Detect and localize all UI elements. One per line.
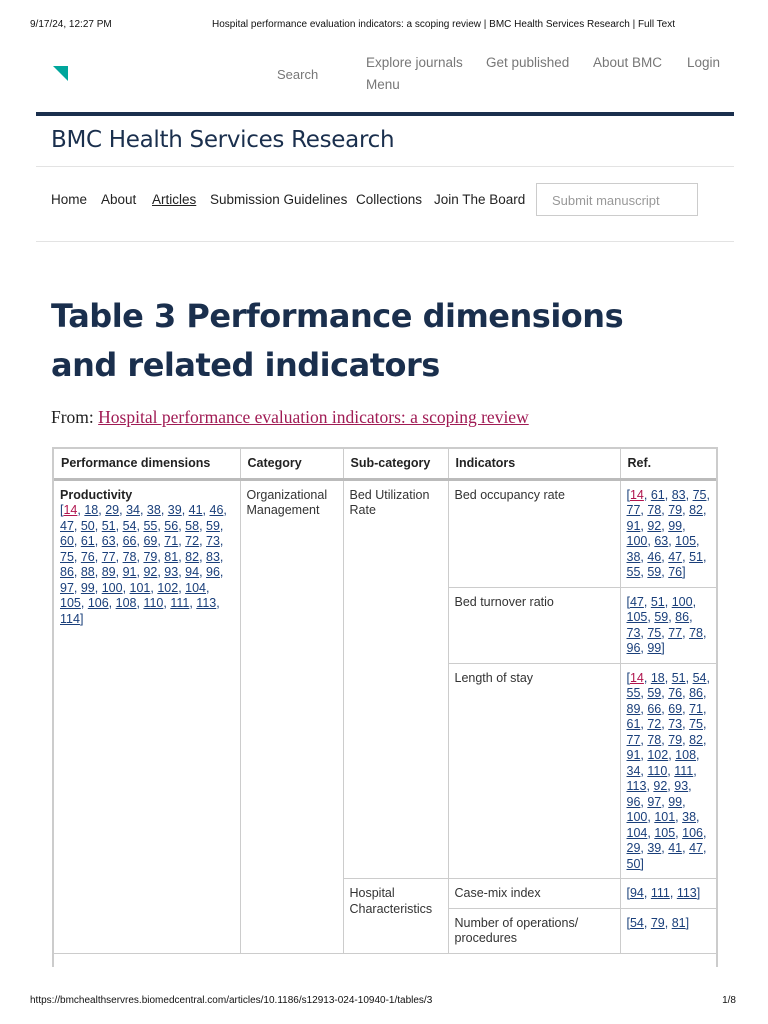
reference-link[interactable]: 88 xyxy=(80,565,95,579)
reference-link[interactable]: 73 xyxy=(206,534,220,548)
reference-link[interactable]: 97 xyxy=(647,794,662,809)
reference-link[interactable]: 106 xyxy=(682,825,703,840)
ref-cell xyxy=(620,479,716,587)
header-rule xyxy=(36,112,734,116)
reference-link[interactable]: 110 xyxy=(143,596,164,610)
reference-link[interactable]: 18 xyxy=(84,503,99,517)
print-title: Hospital performance evaluation indicators: a scoping review | BMC Health Services Research | Full Text xyxy=(212,19,675,30)
divider xyxy=(36,241,734,242)
reference-link[interactable]: 100 xyxy=(671,594,693,609)
reference-link[interactable]: 46 xyxy=(209,503,224,517)
reference-link[interactable]: 77 xyxy=(626,503,641,517)
reference-link[interactable]: 106 xyxy=(87,596,109,610)
reference-link[interactable]: 96 xyxy=(626,794,641,809)
reference-link[interactable]: 113 xyxy=(626,779,647,793)
reference-link[interactable]: 79 xyxy=(668,503,683,517)
reference-link[interactable]: 77 xyxy=(101,549,116,564)
reference-list: [14, 61, 83, 75, 77, 78, 79, 82, 91, 92, 99, 100, 63, 105, 38, 46, 47, 51, 55, 59, 76] xyxy=(626,487,710,579)
reference-link[interactable]: 91 xyxy=(626,518,641,533)
reference-link[interactable]: 100 xyxy=(101,580,123,595)
reference-link[interactable]: 29 xyxy=(626,841,641,855)
reference-link[interactable]: 105 xyxy=(626,610,648,624)
reference-link[interactable]: 54 xyxy=(692,670,707,685)
dimension-cell xyxy=(54,479,240,953)
reference-link[interactable]: 14 xyxy=(63,503,78,517)
reference-link[interactable]: 79 xyxy=(650,915,665,930)
reference-link[interactable]: 99 xyxy=(647,641,662,655)
ref-cell xyxy=(620,663,716,879)
reference-link[interactable]: 58 xyxy=(185,518,200,533)
reference-link[interactable]: 47 xyxy=(60,518,74,533)
reference-list: [94, 111, 113] xyxy=(626,886,701,900)
reference-link[interactable]: 39 xyxy=(167,503,182,517)
subcategory-cell: Bed Utilization Rate xyxy=(343,479,448,879)
reference-link[interactable]: 61 xyxy=(80,534,95,548)
category-cell: Organizational Management xyxy=(240,479,343,953)
reference-link[interactable]: 100 xyxy=(626,810,648,824)
reference-link[interactable]: 81 xyxy=(164,549,179,564)
reference-link[interactable]: 59 xyxy=(206,518,220,533)
reference-link[interactable]: 75 xyxy=(689,717,703,731)
reference-link[interactable]: 76 xyxy=(80,549,95,564)
indicator-cell: Length of stay xyxy=(448,663,620,879)
reference-link[interactable]: 47 xyxy=(689,841,703,855)
bmc-logo-icon[interactable] xyxy=(53,66,68,81)
reference-link[interactable]: 54 xyxy=(629,915,644,930)
reference-link[interactable]: 89 xyxy=(101,565,116,579)
reference-link[interactable]: 51 xyxy=(671,670,686,685)
get-published-link[interactable]: Get published xyxy=(486,55,570,70)
reference-link[interactable]: 51 xyxy=(689,549,703,564)
reference-link[interactable]: 59 xyxy=(647,686,662,700)
about-bmc-link[interactable]: About BMC xyxy=(593,55,663,70)
reference-link[interactable]: 55 xyxy=(626,686,641,700)
reference-link[interactable]: 76 xyxy=(668,565,683,579)
reference-link[interactable]: 60 xyxy=(60,534,74,548)
reference-link[interactable]: 66 xyxy=(122,534,137,548)
reference-link[interactable]: 110 xyxy=(647,763,668,778)
page-title: Table 3 Performance dimensions and related indicators xyxy=(51,297,624,384)
reference-link[interactable]: 111 xyxy=(170,596,190,610)
print-page-number: 1/8 xyxy=(722,995,736,1006)
reference-link[interactable]: 29 xyxy=(105,503,120,517)
explore-journals-link[interactable]: Explore journals xyxy=(366,55,463,70)
search-link[interactable]: Search xyxy=(277,67,319,82)
ref-cell xyxy=(620,908,716,953)
reference-link[interactable]: 75 xyxy=(647,625,662,640)
table-header-row xyxy=(54,449,716,479)
reference-link[interactable]: 92 xyxy=(653,779,668,793)
reference-link[interactable]: 91 xyxy=(122,565,137,579)
from-label: From: xyxy=(51,407,94,427)
reference-link[interactable]: 38 xyxy=(682,810,697,824)
reference-link[interactable]: 101 xyxy=(129,580,151,595)
reference-link[interactable]: 108 xyxy=(675,748,697,762)
reference-link[interactable]: 34 xyxy=(126,503,140,517)
nav-articles[interactable]: Articles xyxy=(152,192,197,207)
article-link[interactable]: Hospital performance evaluation indicators: a scoping review xyxy=(98,407,529,427)
reference-link[interactable]: 100 xyxy=(626,534,648,548)
column-header: Performance dimensions xyxy=(54,449,240,479)
reference-link[interactable]: 96 xyxy=(206,565,220,579)
journal-name[interactable]: BMC Health Services Research xyxy=(51,127,395,153)
reference-link[interactable]: 93 xyxy=(674,779,689,793)
reference-link[interactable]: 99 xyxy=(80,580,95,595)
reference-link[interactable]: 41 xyxy=(188,503,203,517)
reference-link[interactable]: 78 xyxy=(689,625,703,640)
reference-link[interactable]: 72 xyxy=(185,534,200,548)
reference-link[interactable]: 34 xyxy=(626,763,641,778)
reference-link[interactable]: 97 xyxy=(60,580,74,595)
reference-link[interactable]: 50 xyxy=(80,518,95,533)
reference-link[interactable]: 56 xyxy=(164,518,179,533)
reference-link[interactable]: 102 xyxy=(647,748,669,762)
reference-link[interactable]: 82 xyxy=(689,503,703,517)
nav-collections[interactable]: Collections xyxy=(356,192,423,207)
reference-link[interactable]: 105 xyxy=(675,534,697,548)
reference-link[interactable]: 71 xyxy=(689,701,703,716)
reference-link[interactable]: 46 xyxy=(647,549,662,564)
reference-link[interactable]: 69 xyxy=(668,701,683,716)
column-header: Category xyxy=(240,449,343,479)
reference-link[interactable]: 51 xyxy=(101,518,116,533)
indicator-cell: Bed occupancy rate xyxy=(448,479,620,587)
reference-link[interactable]: 72 xyxy=(647,717,662,731)
reference-link[interactable]: 78 xyxy=(647,503,662,517)
indicator-cell: Bed turnover ratio xyxy=(448,587,620,663)
dimension-name: Productivity xyxy=(60,487,133,502)
reference-link[interactable]: 73 xyxy=(668,717,683,731)
reference-link[interactable]: 76 xyxy=(668,686,683,700)
reference-link[interactable]: 78 xyxy=(122,549,137,564)
reference-link[interactable]: 83 xyxy=(206,549,220,564)
reference-link[interactable]: 82 xyxy=(689,732,703,747)
ref-cell xyxy=(620,587,716,663)
reference-link[interactable]: 18 xyxy=(650,670,665,685)
reference-link[interactable]: 61 xyxy=(626,717,641,731)
reference-list: [14, 18, 51, 54, 55, 59, 76, 86, 89, 66, 69, 71, 61, 72, 73, 75, 77, 78, 79, 82, 91, 102, 108, 34, 110, 111, 113, 92, 93, 96, 97, 99, 100, 101, 38, 104, 105, 106, 29, 39, 41, 47, 50] xyxy=(626,670,710,871)
column-header: Indicators xyxy=(448,449,620,479)
reference-link[interactable]: 81 xyxy=(671,915,686,930)
reference-link[interactable]: 73 xyxy=(626,625,641,640)
reference-link[interactable]: 92 xyxy=(647,518,662,533)
nav-home[interactable]: Home xyxy=(51,192,88,207)
reference-link[interactable]: 38 xyxy=(626,549,641,564)
reference-link[interactable]: 86 xyxy=(675,610,690,624)
reference-link[interactable]: 94 xyxy=(629,886,644,900)
reference-link[interactable]: 41 xyxy=(668,841,683,855)
reference-list: [54, 79, 81] xyxy=(626,915,690,930)
reference-link[interactable]: 113 xyxy=(196,596,217,610)
reference-link[interactable]: 38 xyxy=(146,503,161,517)
site-header xyxy=(36,45,734,111)
reference-link[interactable]: 86 xyxy=(60,565,74,579)
reference-link[interactable]: 77 xyxy=(626,732,641,747)
reference-link[interactable]: 101 xyxy=(654,810,676,824)
reference-link[interactable]: 79 xyxy=(143,549,158,564)
reference-link[interactable]: 114 xyxy=(60,611,80,626)
submit-manuscript-button[interactable]: Submit manuscript xyxy=(536,183,698,216)
ref-cell xyxy=(620,879,716,909)
print-datetime: 9/17/24, 12:27 PM xyxy=(30,19,112,30)
reference-link[interactable]: 71 xyxy=(164,534,179,548)
reference-link[interactable]: 111 xyxy=(674,763,694,778)
reference-link[interactable]: 78 xyxy=(647,732,662,747)
reference-link[interactable]: 39 xyxy=(647,841,662,855)
nav-submission-guidelines[interactable]: Submission Guidelines xyxy=(210,192,348,207)
login-link[interactable]: Login xyxy=(687,55,721,70)
reference-link[interactable]: 108 xyxy=(115,596,137,610)
reference-link[interactable]: 61 xyxy=(650,487,665,502)
reference-link[interactable]: 55 xyxy=(626,565,641,579)
reference-link[interactable]: 59 xyxy=(654,610,669,624)
reference-link[interactable]: 79 xyxy=(668,732,683,747)
indicator-cell: Number of operations/ procedures xyxy=(448,908,620,953)
reference-link[interactable]: 92 xyxy=(143,565,158,579)
reference-link[interactable]: 63 xyxy=(654,534,669,548)
reference-link[interactable]: 54 xyxy=(122,518,137,533)
reference-link[interactable]: 14 xyxy=(629,487,644,502)
reference-link[interactable]: 104 xyxy=(626,825,648,840)
reference-link[interactable]: 50 xyxy=(626,856,641,871)
reference-link[interactable]: 47 xyxy=(668,549,683,564)
reference-link[interactable]: 86 xyxy=(689,686,703,700)
subcategory-cell: Hospital Characteristics xyxy=(343,879,448,954)
reference-link[interactable]: 105 xyxy=(654,825,676,840)
reference-list: [14, 18, 29, 34, 38, 39, 41, 46, 47, 50, 51, 54, 55, 56, 58, 59, 60, 61, 63, 66, 69, 71, 72, 73, 75, 76, 77, 78, 79, 81, 82, 83, 86, 88, 89, 91, 92, 93, 94, 96, 97, 99, 100, 101, 102, 104, 105, 106, 108, 110, 111, 113, 114] xyxy=(60,503,227,626)
reference-link[interactable]: 94 xyxy=(185,565,200,579)
reference-link[interactable]: 91 xyxy=(626,748,641,762)
reference-link[interactable]: 113 xyxy=(676,886,697,900)
reference-link[interactable]: 105 xyxy=(60,596,81,610)
reference-link[interactable]: 104 xyxy=(185,580,207,595)
reference-link[interactable]: 51 xyxy=(650,594,665,609)
reference-link[interactable]: 14 xyxy=(629,670,644,685)
reference-link[interactable]: 77 xyxy=(668,625,683,640)
reference-link[interactable]: 55 xyxy=(143,518,158,533)
table-row xyxy=(54,479,716,587)
reference-link[interactable]: 96 xyxy=(626,641,641,655)
reference-link[interactable]: 69 xyxy=(143,534,158,548)
nav-join-board[interactable]: Join The Board xyxy=(434,192,526,207)
reference-link[interactable]: 99 xyxy=(668,518,683,533)
divider xyxy=(36,166,734,167)
reference-link[interactable]: 99 xyxy=(668,794,683,809)
reference-link[interactable]: 75 xyxy=(60,549,74,564)
reference-link[interactable]: 47 xyxy=(629,594,644,609)
reference-link[interactable]: 83 xyxy=(671,487,686,502)
reference-link[interactable]: 59 xyxy=(647,565,662,579)
menu-link[interactable]: Menu xyxy=(366,77,400,92)
indicator-cell: Case-mix index xyxy=(448,879,620,909)
reference-link[interactable]: 66 xyxy=(647,701,662,716)
nav-about[interactable]: About xyxy=(101,192,137,207)
reference-link[interactable]: 89 xyxy=(626,701,641,716)
reference-link[interactable]: 111 xyxy=(650,886,670,900)
data-table xyxy=(54,449,716,954)
from-line xyxy=(51,407,529,428)
data-table-container xyxy=(52,447,718,967)
reference-link[interactable]: 93 xyxy=(164,565,179,579)
reference-link[interactable]: 75 xyxy=(692,487,707,502)
reference-link[interactable]: 63 xyxy=(101,534,116,548)
reference-link[interactable]: 102 xyxy=(157,580,179,595)
column-header: Sub-category xyxy=(343,449,448,479)
print-url: https://bmchealthservres.biomedcentral.com/articles/10.1186/s12913-024-10940-1/tables/3 xyxy=(30,995,433,1006)
reference-link[interactable]: 82 xyxy=(185,549,200,564)
column-header: Ref. xyxy=(620,449,716,479)
reference-list: [47, 51, 100, 105, 59, 86, 73, 75, 77, 78, 96, 99] xyxy=(626,594,707,655)
